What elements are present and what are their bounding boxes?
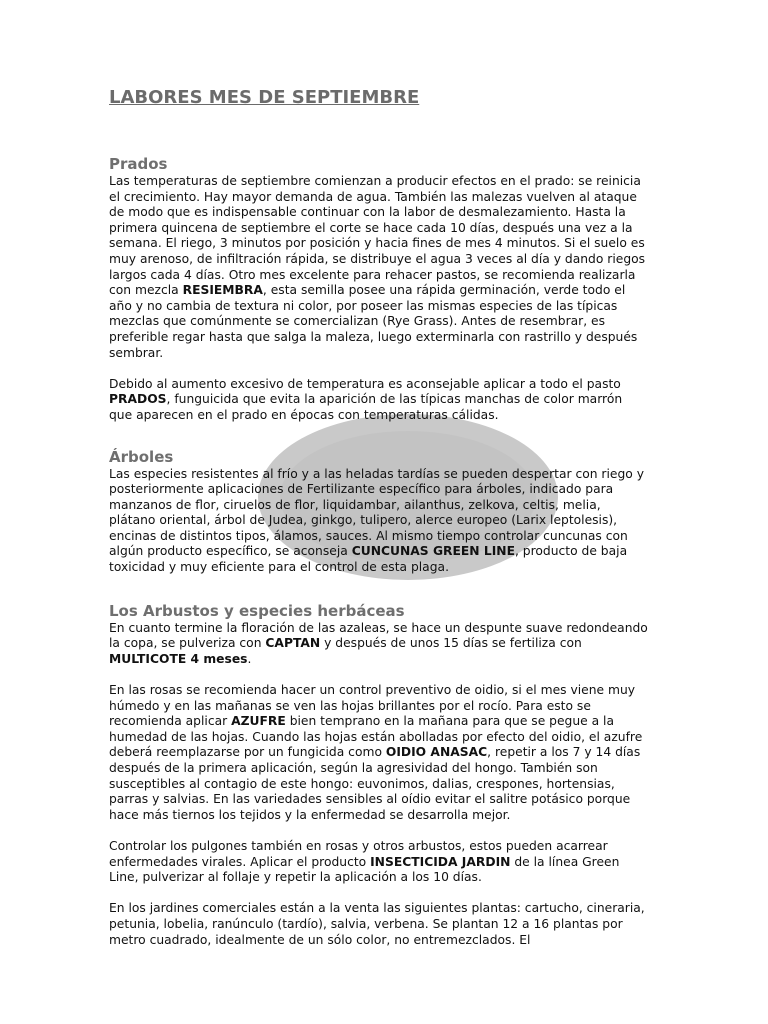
paragraph-arbustos-2: En las rosas se recomienda hacer un control preventivo de oidio, si el mes viene muy húmedo y en las mañanas se ven las hojas brillantes por el rocío. Para esto se recomienda aplicar AZUFRE bien temprano en la mañana para que se pegue a la humedad de las hojas. Cuando las hojas están abolladas por efecto del oidio, el azufre deberá reemplazarse por un fungicida como OIDIO ANASAC, repetir a los 7 y 14 días después de la primera aplicación, según la agresividad del hongo. También son susceptibles al contagio de este hongo: euvonimos, dalias, crespones, hortensias, parras y salvias. En las variedades sensibles al oídio evitar el salitre potásico porque hace más tiernos los tejidos y la enfermedad se desarrolla mejor.	[109, 683, 643, 822]
product-name: INSECTICIDA JARDIN	[370, 854, 511, 869]
product-name: CAPTAN	[265, 636, 321, 651]
paragraph-prados-1: Las temperaturas de septiembre comienzan a producir efectos en el prado: se reinicia el crecimiento. Hay mayor demanda de agua. También las malezas vuelven al ataque de modo que es indispensable continuar con la labor de desmalezamiento. Hasta la primera quincena de septiembre el corte se hace cada 10 días, después una vez a la semana. El riego, 3 minutos por posición y hacia fines de mes 4 minutos. Si el suelo es muy arenoso, de infiltración rápida, se distribuye el agua 3 veces al día y dando riegos largos cada 4 días. Otro mes excelente para rehacer pastos, se recomienda realizarla con mezcla RESIEMBRA, esta semilla posee una rápida germinación, verde todo el año y no cambia de textura ni color, por poseer las mismas especies de las típicas mezclas que comúnmente se comercializan (Rye Grass). Antes de resembrar, es preferible regar hasta que salga la maleza, luego exterminarla con rastrillo y después sembrar.	[109, 174, 646, 360]
document-content	[109, 84, 649, 948]
product-name: RESIEMBRA	[182, 283, 263, 298]
product-name: MULTICOTE 4 meses	[109, 651, 248, 666]
paragraph-arboles-1: Las especies resistentes al frío y a las heladas tardías se pueden despertar con riego y posteriormente aplicaciones de Fertilizante específico para árboles, indicado para manzanos de flor, ciruelos de flor, liquidambar, ailanthus, zelkova, celtis, melia, plátano oriental, árbol de Judea, ginkgo, tulipero, alerce europeo (Larix leptolesis), encinas de distintos tipos, álamos, sauces. Al mismo tiempo controlar cuncunas con algún producto específico, se aconseja CUNCUNAS GREEN LINE, producto de baja toxicidad y muy eficiente para el control de esta plaga.	[109, 466, 644, 575]
section-heading-prados: Prados	[109, 155, 168, 173]
product-name: CUNCUNAS GREEN LINE	[351, 544, 515, 559]
section-heading-arbustos: Los Arbustos y especies herbáceas	[109, 601, 405, 620]
document-title: LABORES MES DE SEPTIEMBRE	[109, 87, 420, 108]
paragraph-arbustos-3: Controlar los pulgones también en rosas y otros arbustos, estos pueden acarrear enfermedades virales. Aplicar el producto INSECTICIDA JARDIN de la línea Green Line, pulverizar al follaje y repetir la aplicación a los 10 días.	[109, 838, 620, 885]
paragraph-prados-2: Debido al aumento excesivo de temperatura es aconsejable aplicar a todo el pasto PRADOS, funguicida que evita la aparición de las típicas manchas de color marrón que aparecen en el prado en épocas con temperaturas cálidas.	[109, 376, 623, 422]
product-name: PRADOS	[109, 392, 167, 407]
paragraph-arbustos-4: En los jardines comerciales están a la venta las siguientes plantas: cartucho, cineraria, petunia, lobelia, ranúnculo (tardío), salvia, verbena. Se plantan 12 a 16 plantas por metro cuadrado, idealmente de un sólo color, no entremezclados. El	[109, 901, 645, 947]
product-name: AZUFRE	[231, 714, 286, 729]
paragraph-arbustos-1: En cuanto termine la floración de las azaleas, se hace un despunte suave redondeando la copa, se pulveriza con CAPTAN y después de unos 15 días se fertiliza con MULTICOTE 4 meses.	[109, 620, 648, 666]
section-heading-arboles: Árboles	[109, 447, 174, 466]
product-name: OIDIO ANASAC	[385, 745, 488, 760]
